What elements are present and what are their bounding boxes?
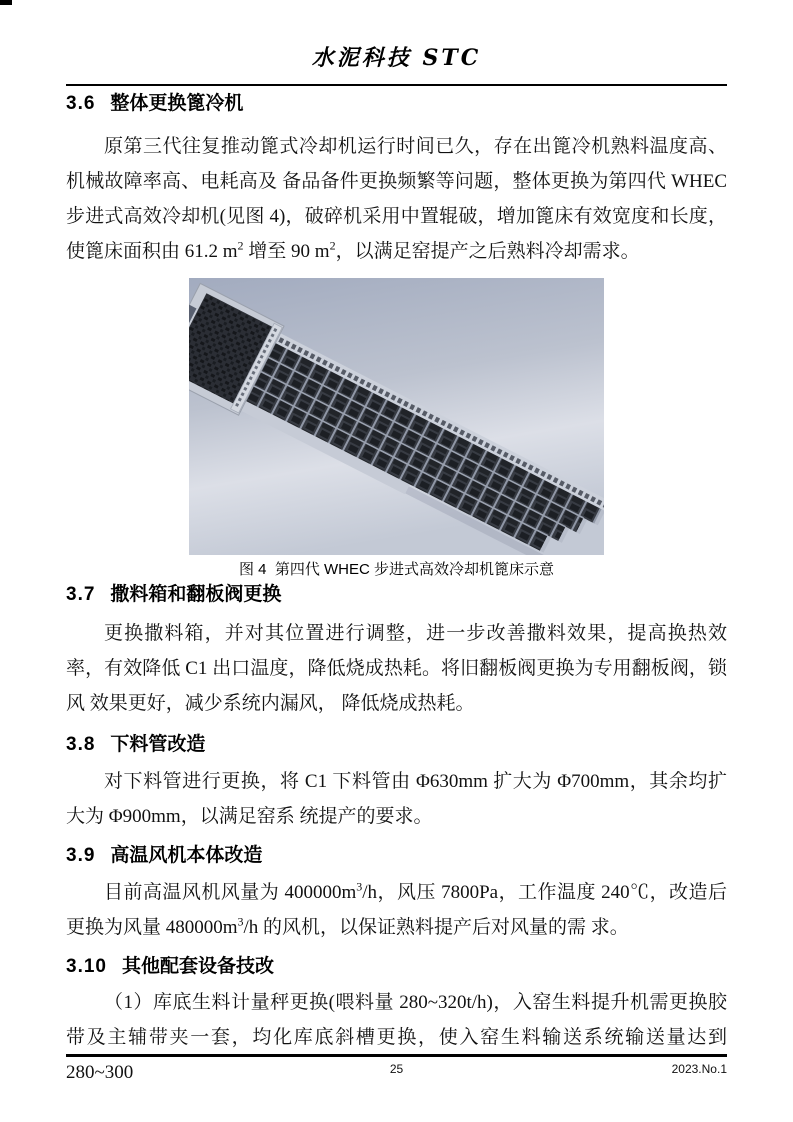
section-number: 3.9 <box>66 845 96 866</box>
paragraph-text: 增至 90 m <box>243 241 330 262</box>
section-title: 其他配套设备技改 <box>121 956 274 977</box>
paragraph-3-9 <box>66 875 727 945</box>
section-heading-3-9 <box>66 843 727 868</box>
superscript: 2 <box>237 238 244 253</box>
section-heading-3-10 <box>66 954 727 979</box>
section-title: 撒料箱和翻板阀更换 <box>110 584 282 605</box>
paragraph-3-8: 对下料管进行更换，将 C1 下料管由 Φ630mm 扩大为 Φ700mm，其余均扩大为 Φ900mm，以满足窑系 统提产的要求。 <box>66 771 727 827</box>
paragraph-3-10: （1）库底生料计量秤更换(喂料量 280~320t/h)，入窑生料提升机需更换胶带及主辅带夹一套，均化库底斜槽更换，使入窑生料输送系统输送量达到 280~300 <box>66 992 727 1083</box>
paragraph-text: 目前高温风机风量为 400000m <box>104 882 357 903</box>
section-heading-3-6 <box>66 91 727 116</box>
header-rule <box>66 84 727 86</box>
journal-title: 水泥科技 STC <box>311 45 482 71</box>
section-title: 高温风机本体改造 <box>110 845 263 866</box>
figure-caption: 图 4 第四代 WHEC 步进式高效冷却机篦床示意 <box>238 561 554 578</box>
paragraph-text: 原第三代往复推动篦式冷却机运行时间已久，存在出篦冷机熟料温度高、机械故障率高、电耗高及 备品备件更换频繁等问题，整体更换为第四代 WHEC 步进式高效冷却机(见图 4)，破碎机采用中置辊破，增加篦床有效宽度和长度，使篦床面积由 61.2 m <box>66 136 727 262</box>
grate-cooler-figure-image <box>189 278 604 555</box>
corner-mark <box>0 0 12 5</box>
paragraph-text: ，以满足窑提产之后熟料冷却需求。 <box>335 241 640 262</box>
section-number: 3.6 <box>66 93 96 114</box>
section-number: 3.10 <box>66 956 107 977</box>
section-title: 下料管改造 <box>110 734 206 755</box>
page-footer <box>66 1054 727 1077</box>
footer-row <box>66 1061 727 1077</box>
paragraph-text: /h，风压 7800Pa，工作温度 240℃，改造后更换为风量 480000m <box>66 882 728 938</box>
superscript: 3 <box>356 879 363 894</box>
section-number: 3.8 <box>66 734 96 755</box>
paragraph-3-6 <box>66 129 727 269</box>
section-heading-3-7 <box>66 582 727 607</box>
superscript: 2 <box>329 238 336 253</box>
section-title: 整体更换篦冷机 <box>110 93 244 114</box>
figure-4 <box>66 278 727 580</box>
paragraph-text: /h 的风机，以保证熟料提产后对风量的需 求。 <box>243 917 629 938</box>
footer-rule <box>66 1054 727 1057</box>
section-heading-3-8 <box>66 732 727 757</box>
page-content <box>66 0 727 1090</box>
paragraph-3-7: 更换撒料箱，并对其位置进行调整，进一步改善撒料效果，提高换热效率，有效降低 C1 出口温度，降低烧成热耗。将旧翻板阀更换为专用翻板阀，锁风 效果更好，减少系统内漏风， 降低烧成热耗。 <box>66 623 727 714</box>
superscript: 3 <box>237 914 244 929</box>
page-number: 25 <box>389 1062 404 1076</box>
issue-label: 2023.No.1 <box>671 1062 727 1076</box>
section-number: 3.7 <box>66 584 96 605</box>
